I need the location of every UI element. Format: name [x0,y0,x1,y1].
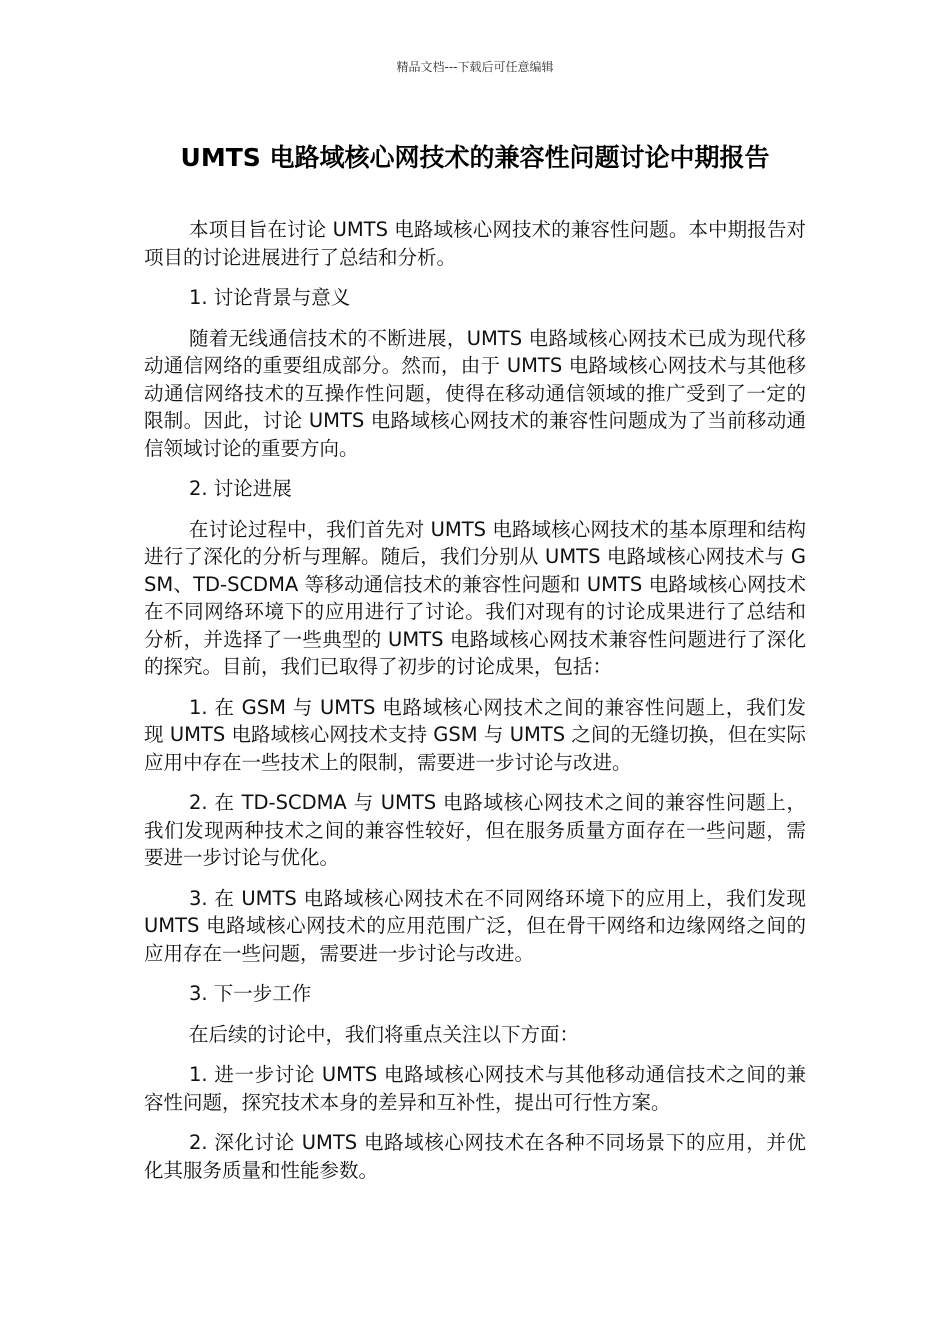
next-step-item-application: 2. 深化讨论 UMTS 电路域核心网技术在各种不同场景下的应用，并优化其服务质量和性能参数。 [144,1131,806,1182]
section-heading-next-steps: 3. 下一步工作 [189,982,312,1005]
intro-paragraph: 本项目旨在讨论 UMTS 电路域核心网技术的兼容性问题。本中期报告对项目的讨论进展进行了总结和分析。 [144,218,806,269]
document-body [144,216,806,1197]
section-heading-progress: 2. 讨论进展 [189,477,292,500]
next-steps-intro: 在后续的讨论中，我们将重点关注以下方面： [189,1022,580,1046]
progress-paragraph: 在讨论过程中，我们首先对 UMTS 电路域核心网技术的基本原理和结构进行了深化的分析与理解。随后，我们分别从 UMTS 电路域核心网技术与 GSM、TD-SCDMA 等移动通信技术的兼容性问题和 UMTS 电路域核心网技术在不同网络环境下的应用进行了讨论。我们对现有的讨论成果进行了总结和分析，并选择了一些典型的 UMTS 电路域核心网技术兼容性问题进行了深化的探究。目前，我们已取得了初步的讨论成果，包括： [144,517,806,678]
header-note: 精品文档---下载后可任意编辑 [396,60,554,74]
finding-item-gsm: 1. 在 GSM 与 UMTS 电路域核心网技术之间的兼容性问题上，我们发现 UMTS 电路域核心网技术支持 GSM 与 UMTS 之间的无缝切换，但在实际应用中存在一些技术上的限制，需要进一步讨论与改进。 [144,695,806,774]
section-heading-background: 1. 讨论背景与意义 [189,286,351,309]
finding-item-network-env: 3. 在 UMTS 电路域核心网技术在不同网络环境下的应用上，我们发现 UMTS 电路域核心网技术的应用范围广泛，但在骨干网络和边缘网络之间的应用存在一些问题，需要进一步讨论与改进。 [144,886,806,965]
background-paragraph: 随着无线通信技术的不断进展，UMTS 电路域核心网技术已成为现代移动通信网络的重要组成部分。然而，由于 UMTS 电路域核心网技术与其他移动通信网络技术的互操作性问题，使得在移动通信领域的推广受到了一定的限制。因此，讨论 UMTS 电路域核心网技术的兼容性问题成为了当前移动通信领域讨论的重要方向。 [144,326,806,460]
next-step-item-compatibility: 1. 进一步讨论 UMTS 电路域核心网技术与其他移动通信技术之间的兼容性问题，探究技术本身的差异和互补性，提出可行性方案。 [144,1063,806,1114]
finding-item-tdscdma: 2. 在 TD-SCDMA 与 UMTS 电路域核心网技术之间的兼容性问题上，我们发现两种技术之间的兼容性较好，但在服务质量方面存在一些问题，需要进一步讨论与优化。 [144,791,806,869]
document-title: UMTS 电路域核心网技术的兼容性问题讨论中期报告 [180,143,770,172]
